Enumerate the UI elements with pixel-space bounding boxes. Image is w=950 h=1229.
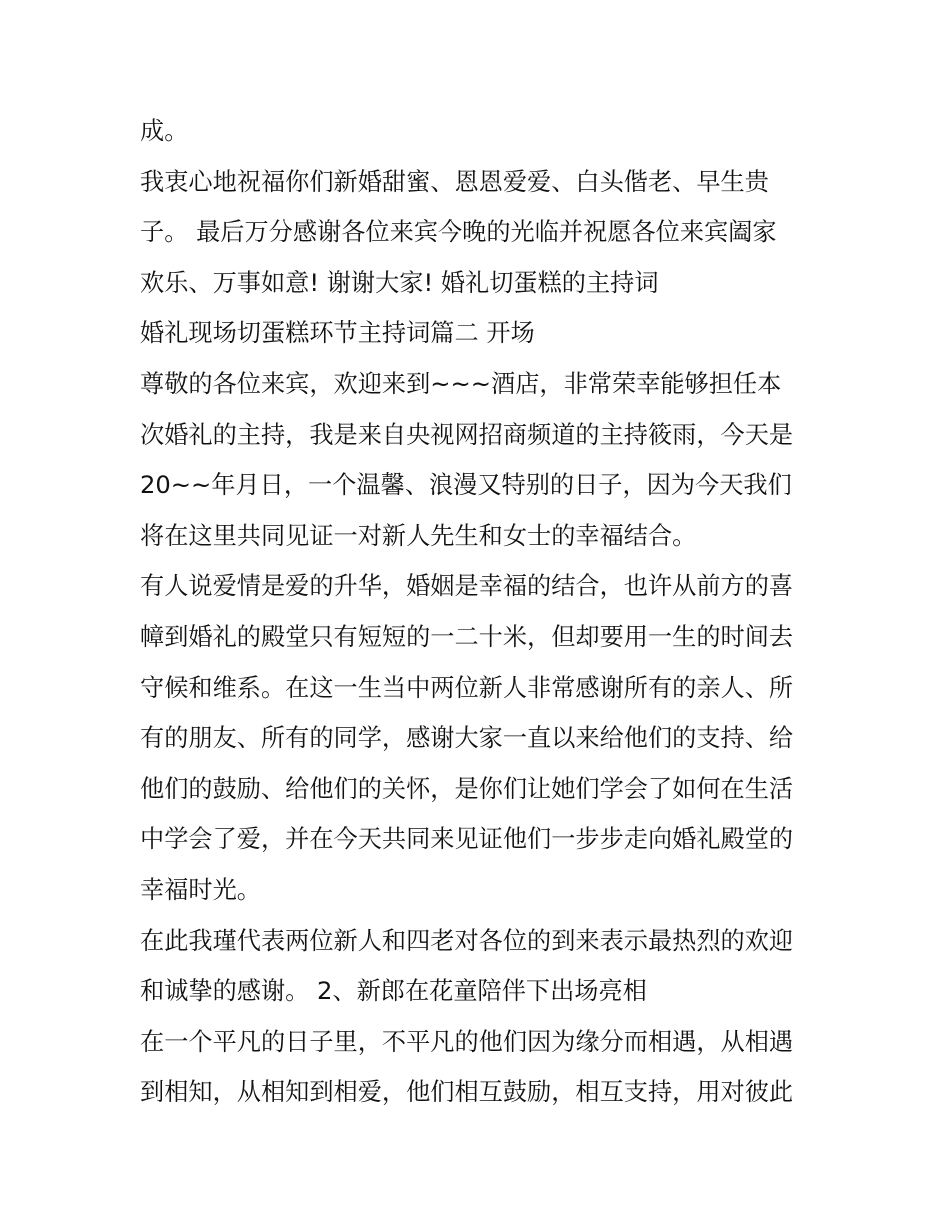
- text-line: 和诚挚的感谢。 2、新郎在花童陪伴下出场亮相: [140, 977, 647, 1006]
- text-line: 在此我瑾代表两位新人和四老对各位的到来表示最热烈的欢迎: [140, 926, 794, 955]
- text-line: 他们的鼓励、给他们的关怀，是你们让她们学会了如何在生活: [140, 774, 794, 803]
- text-line: 20~~年月日，一个温馨、浪漫又特别的日子，因为今天我们: [140, 471, 792, 500]
- text-line: 中学会了爱，并在今天共同来见证他们一步步走向婚礼殿堂的: [140, 825, 794, 854]
- text-line: 尊敬的各位来宾，欢迎来到~~~酒店，非常荣幸能够担任本: [140, 369, 782, 398]
- text-line: 有的朋友、所有的同学，感谢大家一直以来给他们的支持、给: [140, 724, 794, 753]
- document-body: [140, 106, 820, 1118]
- text-line: 幸福时光。: [140, 875, 261, 904]
- text-line: 欢乐、万事如意! 谢谢大家! 婚礼切蛋糕的主持词: [140, 268, 659, 297]
- text-line: 守候和维系。在这一生当中两位新人非常感谢所有的亲人、所: [140, 673, 794, 702]
- text-line: 子。 最后万分感谢各位来宾今晚的光临并祝愿各位来宾阖家: [140, 218, 777, 247]
- text-line: 幛到婚礼的殿堂只有短短的一二十米，但却要用一生的时间去: [140, 622, 794, 651]
- text-line: 到相知，从相知到相爱，他们相互鼓励，相互支持，用对彼此: [140, 1078, 794, 1107]
- text-line: 有人说爱情是爱的升华，婚姻是幸福的结合，也许从前方的喜: [140, 572, 794, 601]
- text-line: 在一个平凡的日子里，不平凡的他们因为缘分而相遇，从相遇: [140, 1027, 794, 1056]
- text-line: 将在这里共同见证一对新人先生和女士的幸福结合。: [140, 521, 697, 550]
- text-line: 次婚礼的主持，我是来自央视网招商频道的主持筱雨，今天是: [140, 420, 794, 449]
- text-line: 我衷心地祝福你们新婚甜蜜、恩恩爱爱、白头偕老、早生贵: [140, 167, 769, 196]
- section-heading: 婚礼现场切蛋糕环节主持词篇二 开场: [140, 319, 535, 348]
- text-line: 成。: [140, 117, 189, 145]
